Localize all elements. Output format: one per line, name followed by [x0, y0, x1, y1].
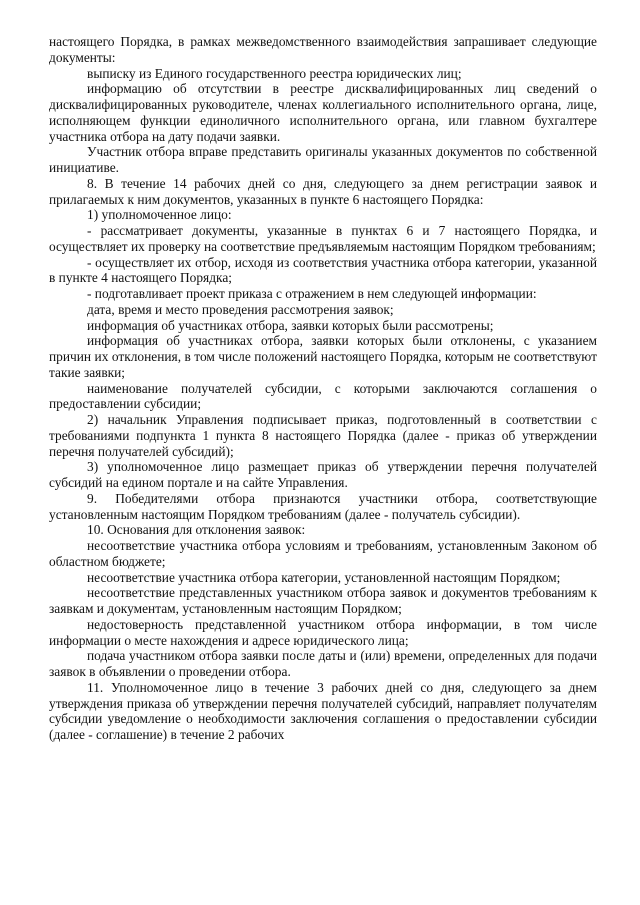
list-item-rejected-participants: информация об участниках отбора, заявки которых были отклонены, с указанием причин их отклонения, в том числе положений настоящего Порядка, которым не соответствуют такие заявки; — [49, 333, 597, 380]
subclause-8-1: 1) уполномоченное лицо: — [87, 207, 232, 223]
list-item-documents-mismatch: несоответствие представленных участником отбора заявок и документов требованиям к заявкам и документам, установленным настоящим Порядком; — [49, 585, 597, 616]
list-item-reviewed-participants: информация об участниках отбора, заявки которых были рассмотрены; — [87, 317, 494, 333]
clause-11: 11. Уполномоченное лицо в течение 3 рабочих дней со дня, следующего за днем утверждения приказа об утверждении перечня получателей субсидий, направляет получателям субсидии уведомление о необходимости заключения соглашения о предоставлении субсидии (далее - соглашение) в течение 2 рабочих — [49, 679, 597, 742]
subclause-8-3: 3) уполномоченное лицо размещает приказ об утверждении перечня получателей субсидий на едином портале и на сайте Управления. — [49, 459, 597, 490]
clause-8: 8. В течение 14 рабочих дней со дня, следующего за днем регистрации заявок и прилагаемых к ним документов, указанных в пункте 6 настоящего Порядка: — [49, 175, 597, 207]
list-item-disqualification-info: информацию об отсутствии в реестре дисквалифицированных лиц сведений о дисквалифицированных руководителе, членах коллегиального исполнительного органа, лице, исполняющем функции единоличного исполнительного органа, или главном бухгалтере участника отбора на дату подачи заявки. — [49, 81, 597, 144]
subclause-8-2: 2) начальник Управления подписывает приказ, подготовленный в соответствии с требованиями подпункта 1 пункта 8 настоящего Порядка (далее - приказ об утверждении перечня получателей субсидий); — [49, 412, 597, 459]
clause-10: 10. Основания для отклонения заявок: — [87, 522, 306, 538]
list-item-budget-law: несоответствие участника отбора условиям и требованиям, установленным Законом об областном бюджете; — [49, 538, 597, 569]
document-page — [49, 34, 597, 743]
list-item-review-documents: - рассматривает документы, указанные в пунктах 6 и 7 настоящего Порядка, и осуществляет их проверку на соответствие предъявляемым настоящим Порядком требованиям; — [49, 223, 597, 254]
list-item-draft-order: - подготавливает проект приказа с отражением в нем следующей информации: — [87, 286, 537, 301]
paragraph-continuation: настоящего Порядка, в рамках межведомственного взаимодействия запрашивает следующие документы: — [49, 34, 597, 65]
list-item-false-info: недостоверность представленной участником отбора информации, в том числе информации о месте нахождения и адресе юридического лица; — [49, 616, 597, 648]
list-item-egrul-extract: выписку из Единого государственного реестра юридических лиц; — [87, 65, 462, 81]
list-item-selection: - осуществляет их отбор, исходя из соответствия участника отбора категории, указанной в пункте 4 настоящего Порядка; — [49, 254, 597, 286]
clause-9: 9. Победителями отбора признаются участники отбора, соответствующие установленным настоящим Порядком требованиям (далее - получатель субсидии). — [49, 490, 597, 522]
list-item-category: несоответствие участника отбора категории, установленной настоящим Порядком; — [87, 569, 561, 585]
list-item-late-submission: подача участником отбора заявки после даты и (или) времени, определенных для подачи заявок в объявлении о проведении отбора. — [49, 648, 597, 679]
list-item-recipients: наименование получателей субсидии, с которыми заключаются соглашения о предоставлении субсидии; — [49, 380, 597, 412]
paragraph-originals: Участник отбора вправе представить оригиналы указанных документов по собственной инициативе. — [49, 144, 597, 175]
list-item-date-time-place: дата, время и место проведения рассмотрения заявок; — [87, 301, 394, 317]
